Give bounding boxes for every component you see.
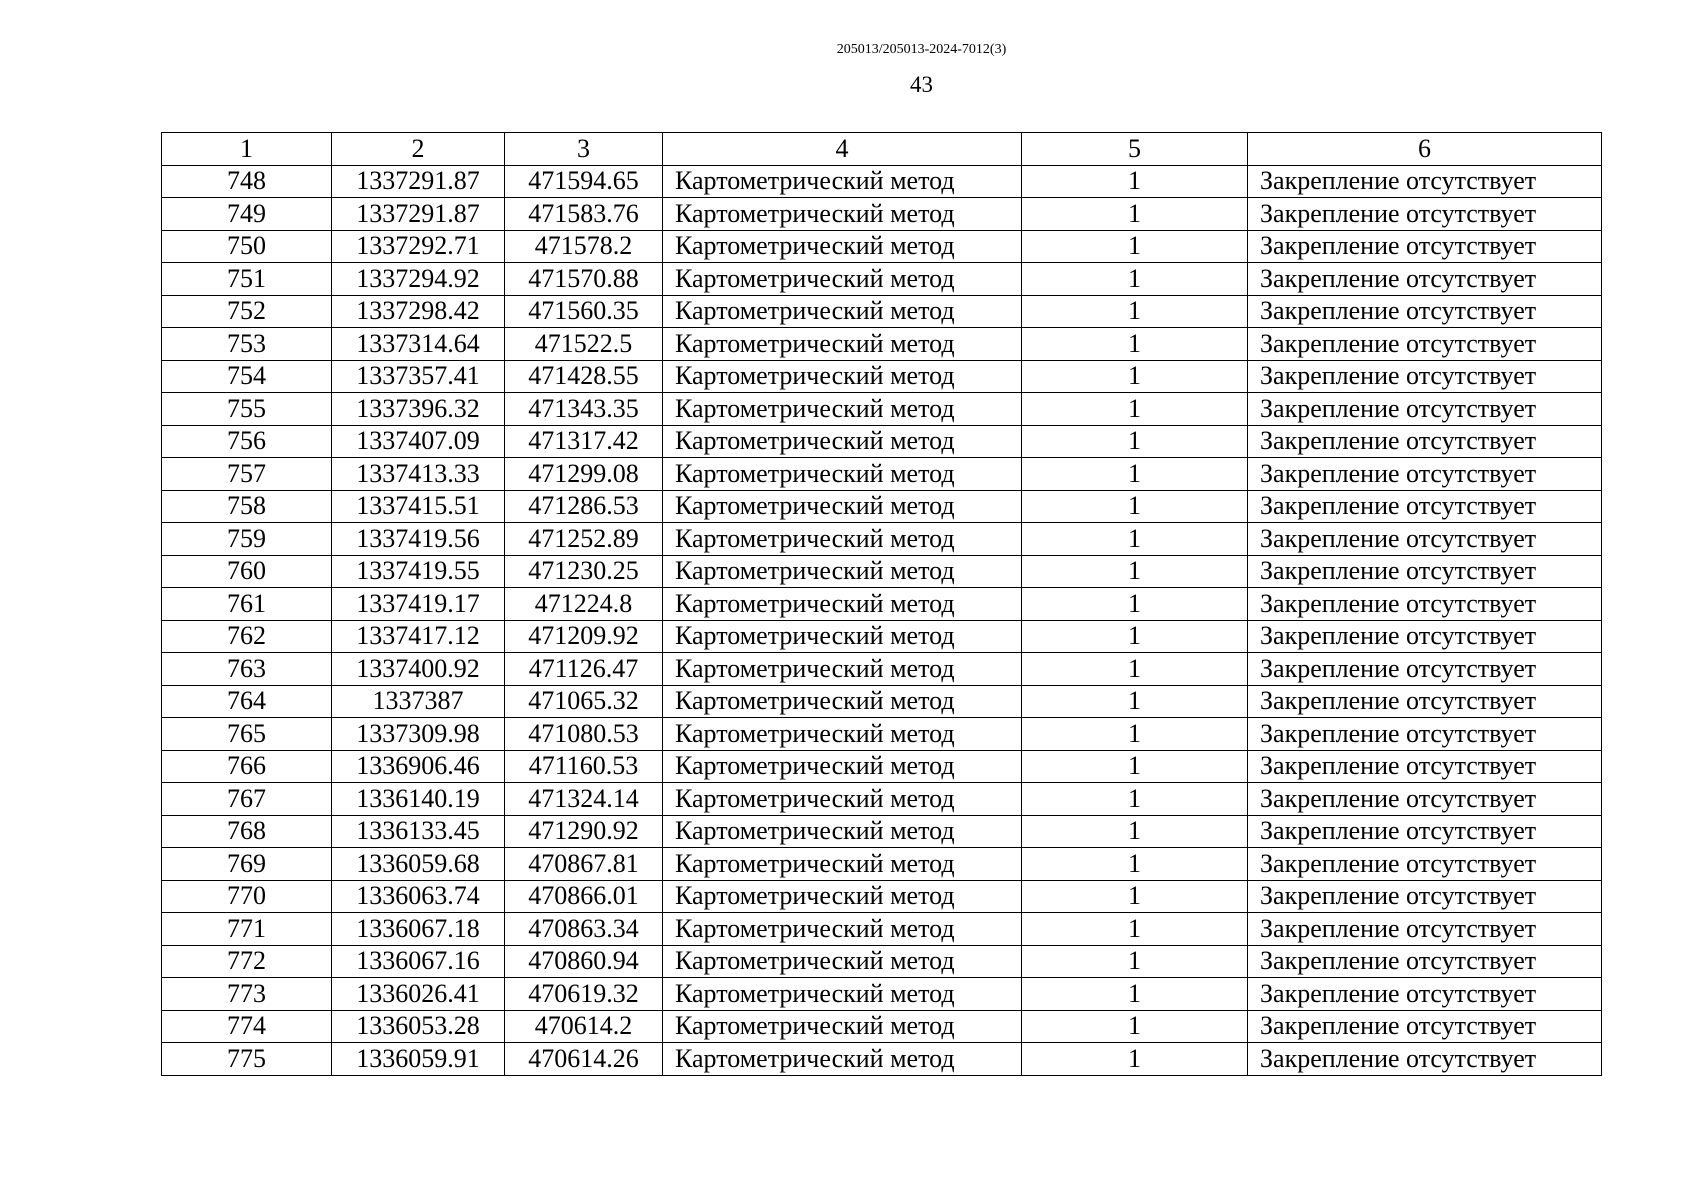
fixing-description-cell: Закрепление отсутствует — [1248, 588, 1602, 621]
point-number-cell: 769 — [162, 848, 332, 881]
column-header: 1 — [162, 133, 332, 166]
table-row — [162, 490, 1602, 523]
x-coordinate-cell: 1337387 — [332, 685, 505, 718]
accuracy-cell: 1 — [1022, 913, 1248, 946]
y-coordinate-cell: 471126.47 — [505, 653, 663, 686]
point-number-cell: 764 — [162, 685, 332, 718]
accuracy-cell: 1 — [1022, 295, 1248, 328]
accuracy-cell: 1 — [1022, 425, 1248, 458]
point-number-cell: 756 — [162, 425, 332, 458]
column-header: 5 — [1022, 133, 1248, 166]
fixing-description-cell: Закрепление отсутствует — [1248, 458, 1602, 491]
table-body — [162, 165, 1602, 1075]
x-coordinate-cell: 1336053.28 — [332, 1010, 505, 1043]
point-number-cell: 760 — [162, 555, 332, 588]
table-row — [162, 718, 1602, 751]
y-coordinate-cell: 471570.88 — [505, 263, 663, 296]
x-coordinate-cell: 1337292.71 — [332, 230, 505, 263]
table-row — [162, 295, 1602, 328]
table-row — [162, 458, 1602, 491]
table-header-row — [162, 133, 1602, 166]
table-row — [162, 393, 1602, 426]
point-number-cell: 749 — [162, 198, 332, 231]
accuracy-cell: 1 — [1022, 393, 1248, 426]
x-coordinate-cell: 1337298.42 — [332, 295, 505, 328]
y-coordinate-cell: 471522.5 — [505, 328, 663, 361]
table-row — [162, 555, 1602, 588]
accuracy-cell: 1 — [1022, 620, 1248, 653]
method-cell: Картометрический метод — [663, 198, 1022, 231]
column-header: 3 — [505, 133, 663, 166]
point-number-cell: 752 — [162, 295, 332, 328]
point-number-cell: 775 — [162, 1043, 332, 1076]
y-coordinate-cell: 471209.92 — [505, 620, 663, 653]
fixing-description-cell: Закрепление отсутствует — [1248, 328, 1602, 361]
fixing-description-cell: Закрепление отсутствует — [1248, 490, 1602, 523]
fixing-description-cell: Закрепление отсутствует — [1248, 978, 1602, 1011]
x-coordinate-cell: 1337417.12 — [332, 620, 505, 653]
x-coordinate-cell: 1336067.16 — [332, 945, 505, 978]
table-row — [162, 880, 1602, 913]
fixing-description-cell: Закрепление отсутствует — [1248, 198, 1602, 231]
table-row — [162, 523, 1602, 556]
fixing-description-cell: Закрепление отсутствует — [1248, 815, 1602, 848]
y-coordinate-cell: 471428.55 — [505, 360, 663, 393]
fixing-description-cell: Закрепление отсутствует — [1248, 913, 1602, 946]
point-number-cell: 768 — [162, 815, 332, 848]
accuracy-cell: 1 — [1022, 523, 1248, 556]
accuracy-cell: 1 — [1022, 815, 1248, 848]
method-cell: Картометрический метод — [663, 490, 1022, 523]
y-coordinate-cell: 471230.25 — [505, 555, 663, 588]
x-coordinate-cell: 1337294.92 — [332, 263, 505, 296]
x-coordinate-cell: 1337419.55 — [332, 555, 505, 588]
point-number-cell: 759 — [162, 523, 332, 556]
table-row — [162, 815, 1602, 848]
x-coordinate-cell: 1336063.74 — [332, 880, 505, 913]
x-coordinate-cell: 1337400.92 — [332, 653, 505, 686]
point-number-cell: 773 — [162, 978, 332, 1011]
accuracy-cell: 1 — [1022, 198, 1248, 231]
method-cell: Картометрический метод — [663, 425, 1022, 458]
x-coordinate-cell: 1336059.68 — [332, 848, 505, 881]
fixing-description-cell: Закрепление отсутствует — [1248, 620, 1602, 653]
fixing-description-cell: Закрепление отсутствует — [1248, 1043, 1602, 1076]
table-row — [162, 945, 1602, 978]
x-coordinate-cell: 1337357.41 — [332, 360, 505, 393]
y-coordinate-cell: 470614.2 — [505, 1010, 663, 1043]
accuracy-cell: 1 — [1022, 588, 1248, 621]
point-number-cell: 770 — [162, 880, 332, 913]
method-cell: Картометрический метод — [663, 165, 1022, 198]
accuracy-cell: 1 — [1022, 880, 1248, 913]
fixing-description-cell: Закрепление отсутствует — [1248, 165, 1602, 198]
accuracy-cell: 1 — [1022, 555, 1248, 588]
table-row — [162, 653, 1602, 686]
x-coordinate-cell: 1337291.87 — [332, 198, 505, 231]
accuracy-cell: 1 — [1022, 458, 1248, 491]
method-cell: Картометрический метод — [663, 295, 1022, 328]
method-cell: Картометрический метод — [663, 360, 1022, 393]
fixing-description-cell: Закрепление отсутствует — [1248, 263, 1602, 296]
y-coordinate-cell: 471560.35 — [505, 295, 663, 328]
point-number-cell: 748 — [162, 165, 332, 198]
x-coordinate-cell: 1337419.17 — [332, 588, 505, 621]
y-coordinate-cell: 470863.34 — [505, 913, 663, 946]
y-coordinate-cell: 471343.35 — [505, 393, 663, 426]
method-cell: Картометрический метод — [663, 848, 1022, 881]
table-row — [162, 913, 1602, 946]
x-coordinate-cell: 1336059.91 — [332, 1043, 505, 1076]
table-row — [162, 783, 1602, 816]
x-coordinate-cell: 1336906.46 — [332, 750, 505, 783]
accuracy-cell: 1 — [1022, 750, 1248, 783]
point-number-cell: 758 — [162, 490, 332, 523]
fixing-description-cell: Закрепление отсутствует — [1248, 783, 1602, 816]
table-row — [162, 750, 1602, 783]
point-number-cell: 762 — [162, 620, 332, 653]
method-cell: Картометрический метод — [663, 880, 1022, 913]
method-cell: Картометрический метод — [663, 1010, 1022, 1043]
table-row — [162, 848, 1602, 881]
point-number-cell: 755 — [162, 393, 332, 426]
x-coordinate-cell: 1337396.32 — [332, 393, 505, 426]
fixing-description-cell: Закрепление отсутствует — [1248, 750, 1602, 783]
point-number-cell: 772 — [162, 945, 332, 978]
table-row — [162, 198, 1602, 231]
point-number-cell: 767 — [162, 783, 332, 816]
document-id: 205013/205013-2024-7012(3) — [836, 42, 1007, 57]
x-coordinate-cell: 1337407.09 — [332, 425, 505, 458]
point-number-cell: 757 — [162, 458, 332, 491]
accuracy-cell: 1 — [1022, 165, 1248, 198]
point-number-cell: 753 — [162, 328, 332, 361]
y-coordinate-cell: 471299.08 — [505, 458, 663, 491]
x-coordinate-cell: 1337314.64 — [332, 328, 505, 361]
x-coordinate-cell: 1336140.19 — [332, 783, 505, 816]
fixing-description-cell: Закрепление отсутствует — [1248, 880, 1602, 913]
fixing-description-cell: Закрепление отсутствует — [1248, 230, 1602, 263]
y-coordinate-cell: 470860.94 — [505, 945, 663, 978]
x-coordinate-cell: 1336026.41 — [332, 978, 505, 1011]
page-number: 43 — [910, 72, 933, 97]
point-number-cell: 771 — [162, 913, 332, 946]
accuracy-cell: 1 — [1022, 718, 1248, 751]
method-cell: Картометрический метод — [663, 750, 1022, 783]
x-coordinate-cell: 1337415.51 — [332, 490, 505, 523]
method-cell: Картометрический метод — [663, 393, 1022, 426]
accuracy-cell: 1 — [1022, 263, 1248, 296]
x-coordinate-cell: 1336067.18 — [332, 913, 505, 946]
y-coordinate-cell: 470866.01 — [505, 880, 663, 913]
point-number-cell: 750 — [162, 230, 332, 263]
method-cell: Картометрический метод — [663, 328, 1022, 361]
accuracy-cell: 1 — [1022, 978, 1248, 1011]
y-coordinate-cell: 470614.26 — [505, 1043, 663, 1076]
y-coordinate-cell: 471583.76 — [505, 198, 663, 231]
y-coordinate-cell: 470619.32 — [505, 978, 663, 1011]
accuracy-cell: 1 — [1022, 360, 1248, 393]
y-coordinate-cell: 471224.8 — [505, 588, 663, 621]
method-cell: Картометрический метод — [663, 945, 1022, 978]
fixing-description-cell: Закрепление отсутствует — [1248, 685, 1602, 718]
method-cell: Картометрический метод — [663, 978, 1022, 1011]
accuracy-cell: 1 — [1022, 685, 1248, 718]
method-cell: Картометрический метод — [663, 718, 1022, 751]
accuracy-cell: 1 — [1022, 653, 1248, 686]
accuracy-cell: 1 — [1022, 230, 1248, 263]
table-row — [162, 1043, 1602, 1076]
fixing-description-cell: Закрепление отсутствует — [1248, 523, 1602, 556]
accuracy-cell: 1 — [1022, 848, 1248, 881]
y-coordinate-cell: 471252.89 — [505, 523, 663, 556]
accuracy-cell: 1 — [1022, 1043, 1248, 1076]
point-number-cell: 763 — [162, 653, 332, 686]
fixing-description-cell: Закрепление отсутствует — [1248, 945, 1602, 978]
x-coordinate-cell: 1337291.87 — [332, 165, 505, 198]
method-cell: Картометрический метод — [663, 555, 1022, 588]
table-row — [162, 263, 1602, 296]
method-cell: Картометрический метод — [663, 1043, 1022, 1076]
column-header: 6 — [1248, 133, 1602, 166]
fixing-description-cell: Закрепление отсутствует — [1248, 718, 1602, 751]
table-row — [162, 620, 1602, 653]
accuracy-cell: 1 — [1022, 1010, 1248, 1043]
table-row — [162, 360, 1602, 393]
x-coordinate-cell: 1337419.56 — [332, 523, 505, 556]
accuracy-cell: 1 — [1022, 783, 1248, 816]
table-row — [162, 328, 1602, 361]
coordinates-table — [161, 132, 1602, 1076]
accuracy-cell: 1 — [1022, 945, 1248, 978]
method-cell: Картометрический метод — [663, 913, 1022, 946]
column-header: 2 — [332, 133, 505, 166]
column-header: 4 — [663, 133, 1022, 166]
method-cell: Картометрический метод — [663, 230, 1022, 263]
y-coordinate-cell: 471290.92 — [505, 815, 663, 848]
method-cell: Картометрический метод — [663, 523, 1022, 556]
fixing-description-cell: Закрепление отсутствует — [1248, 360, 1602, 393]
y-coordinate-cell: 471317.42 — [505, 425, 663, 458]
fixing-description-cell: Закрепление отсутствует — [1248, 425, 1602, 458]
table-row — [162, 978, 1602, 1011]
y-coordinate-cell: 471065.32 — [505, 685, 663, 718]
y-coordinate-cell: 471578.2 — [505, 230, 663, 263]
method-cell: Картометрический метод — [663, 685, 1022, 718]
table-row — [162, 685, 1602, 718]
method-cell: Картометрический метод — [663, 620, 1022, 653]
method-cell: Картометрический метод — [663, 653, 1022, 686]
fixing-description-cell: Закрепление отсутствует — [1248, 653, 1602, 686]
fixing-description-cell: Закрепление отсутствует — [1248, 848, 1602, 881]
table-row — [162, 1010, 1602, 1043]
y-coordinate-cell: 471160.53 — [505, 750, 663, 783]
method-cell: Картометрический метод — [663, 783, 1022, 816]
table-row — [162, 588, 1602, 621]
x-coordinate-cell: 1337309.98 — [332, 718, 505, 751]
method-cell: Картометрический метод — [663, 588, 1022, 621]
table-row — [162, 230, 1602, 263]
y-coordinate-cell: 471594.65 — [505, 165, 663, 198]
fixing-description-cell: Закрепление отсутствует — [1248, 295, 1602, 328]
accuracy-cell: 1 — [1022, 328, 1248, 361]
x-coordinate-cell: 1337413.33 — [332, 458, 505, 491]
accuracy-cell: 1 — [1022, 490, 1248, 523]
point-number-cell: 774 — [162, 1010, 332, 1043]
y-coordinate-cell: 471080.53 — [505, 718, 663, 751]
point-number-cell: 754 — [162, 360, 332, 393]
point-number-cell: 766 — [162, 750, 332, 783]
y-coordinate-cell: 471324.14 — [505, 783, 663, 816]
x-coordinate-cell: 1336133.45 — [332, 815, 505, 848]
y-coordinate-cell: 470867.81 — [505, 848, 663, 881]
y-coordinate-cell: 471286.53 — [505, 490, 663, 523]
fixing-description-cell: Закрепление отсутствует — [1248, 393, 1602, 426]
fixing-description-cell: Закрепление отсутствует — [1248, 555, 1602, 588]
table-row — [162, 425, 1602, 458]
method-cell: Картометрический метод — [663, 458, 1022, 491]
point-number-cell: 765 — [162, 718, 332, 751]
fixing-description-cell: Закрепление отсутствует — [1248, 1010, 1602, 1043]
table-row — [162, 165, 1602, 198]
point-number-cell: 761 — [162, 588, 332, 621]
method-cell: Картометрический метод — [663, 263, 1022, 296]
method-cell: Картометрический метод — [663, 815, 1022, 848]
point-number-cell: 751 — [162, 263, 332, 296]
